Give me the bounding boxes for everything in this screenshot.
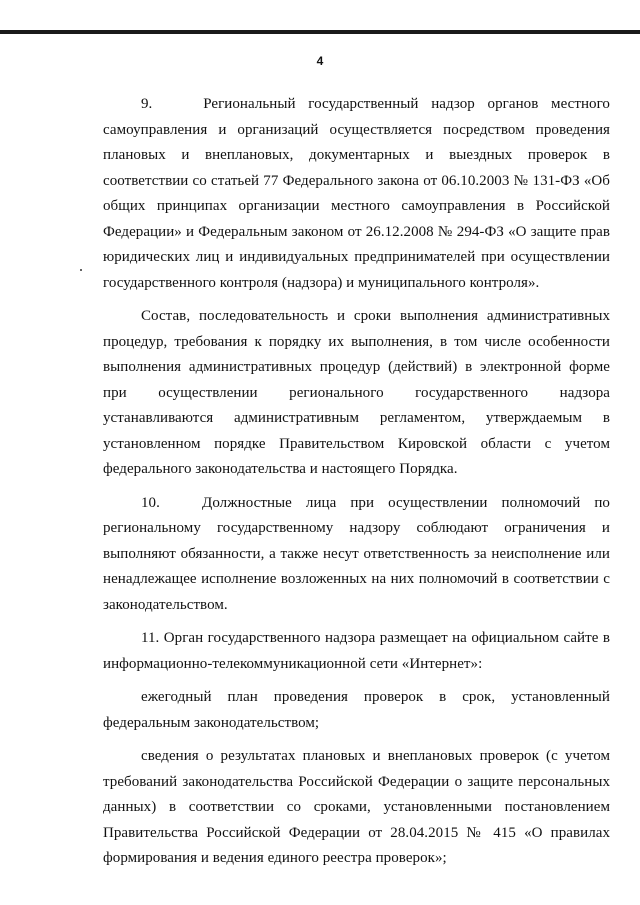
paragraph-procedures: Состав, последовательность и сроки выполнения административных процедур, требования к порядку их выполнения, в том числе особенности выполнения административных процедур (действий) в электронной форме при осуществлении регионального государственного надзора устанавливаются административным регламентом, утверждаемым в установленном порядке Правительством Кировской области с учетом федерального законодательства и настоящего Порядка.	[103, 308, 610, 477]
paragraph-annual-plan: ежегодный план проведения проверок в срок, установленный федеральным законодательством;	[103, 689, 610, 731]
paragraph-9: 9. Региональный государственный надзор органов местного самоуправления и организаций осуществляется посредством проведения плановых и внеплановых, документарных и выездных проверок в соответствии со статьей 77 Федерального закона от 06.10.2003 № 131-ФЗ «Об общих принципах организации местного самоуправления в Российской Федерации» и Федеральным законом от 26.12.2008 № 294-ФЗ «О защите прав юридических лиц и индивидуальных предпринимателей при осуществлении государственного контроля (надзора) и муниципального контроля».	[103, 96, 614, 291]
paragraph-inspection-results: сведения о результатах плановых и внеплановых проверок (с учетом требований законодательства Российской Федерации о защите персональных данных) в соответствии со сроками, установленными постановлением Правительства Российской Федерации от 28.04.2015 № 415 «О правилах формирования и ведения единого реестра проверок»;	[103, 748, 610, 866]
paragraph-11: 11. Орган государственного надзора размещает на официальном сайте в информационно-телекоммуникационной сети «Интернет»:	[103, 630, 610, 672]
top-border-line	[0, 30, 640, 34]
document-body	[103, 92, 614, 872]
page-number: 4	[316, 54, 324, 68]
scan-artifact-dot	[80, 269, 82, 271]
paragraph-10: 10. Должностные лица при осуществлении полномочий по региональному государственному надзору соблюдают ограничения и выполняют обязанности, а также несут ответственность за неисполнение или ненадлежащее исполнение возложенных на них полномочий в соответствии с законодательством.	[103, 494, 614, 613]
